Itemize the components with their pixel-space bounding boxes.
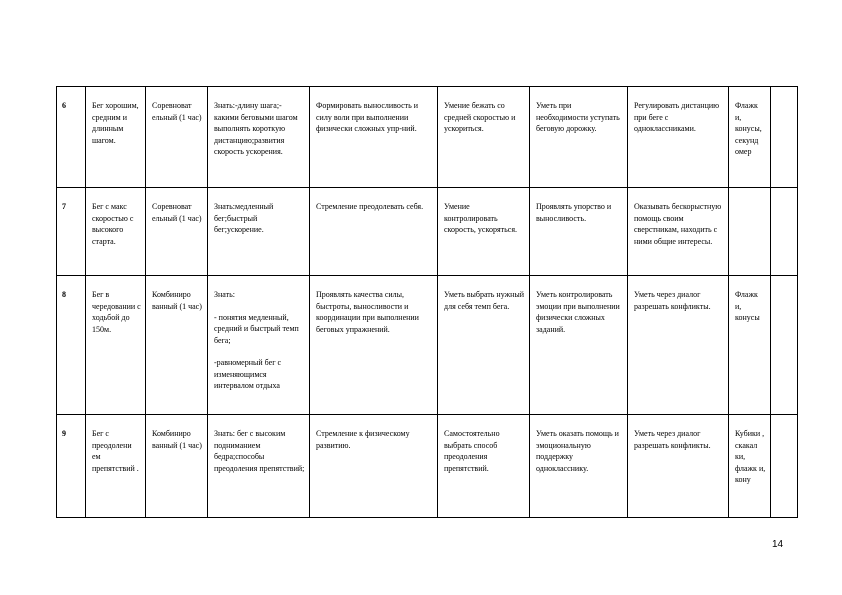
knowledge-heading: Знать: bbox=[214, 290, 235, 299]
lesson-topic-cell: Бег хорошим, средним и длинным шагом. bbox=[86, 87, 146, 188]
equipment-cell bbox=[729, 188, 771, 276]
knowledge-item: -равномерный бег с изменяющимся интервалом отдыха bbox=[214, 358, 282, 390]
lesson-type-cell: Комбиниро ванный (1 час) bbox=[146, 415, 208, 518]
lesson-type-cell: Соревноват ельный (1 час) bbox=[146, 87, 208, 188]
table-row bbox=[57, 188, 798, 276]
table-row bbox=[57, 276, 798, 415]
communicative-results-cell: Уметь через диалог разрешать конфликты. bbox=[628, 415, 729, 518]
table-row bbox=[57, 87, 798, 188]
regulatory-results-cell: Уметь выбрать нужный для себя темп бега. bbox=[438, 276, 530, 415]
extra-cell bbox=[771, 188, 798, 276]
regulatory-results-cell: Умение бежать со средней скоростью и ускориться. bbox=[438, 87, 530, 188]
personal-results-cell: Проявлять качества силы, быстроты, выносливости и координации при выполнении беговых упражнений. bbox=[310, 276, 438, 415]
lesson-type-cell: Соревноват ельный (1 час) bbox=[146, 188, 208, 276]
extra-cell bbox=[771, 415, 798, 518]
lesson-topic-cell: Бег в чередовании с ходьбой до 150м. bbox=[86, 276, 146, 415]
extra-cell bbox=[771, 87, 798, 188]
cognitive-results-cell: Уметь контролировать эмоции при выполнении физически сложных заданий. bbox=[530, 276, 628, 415]
personal-results-cell: Стремление к физическому развитию. bbox=[310, 415, 438, 518]
extra-cell bbox=[771, 276, 798, 415]
regulatory-results-cell: Самостоятельно выбрать способ преодоления препятствий. bbox=[438, 415, 530, 518]
lesson-topic-cell: Бег с преодолени ем препятствий . bbox=[86, 415, 146, 518]
communicative-results-cell: Уметь через диалог разрешать конфликты. bbox=[628, 276, 729, 415]
personal-results-cell: Стремление преодолевать себя. bbox=[310, 188, 438, 276]
equipment-cell: Флажк и, конусы bbox=[729, 276, 771, 415]
lesson-number-cell: 6 bbox=[57, 87, 86, 188]
knowledge-cell: Знать:медленный бег;быстрый бег;ускорение. bbox=[208, 188, 310, 276]
lesson-number-cell: 7 bbox=[57, 188, 86, 276]
knowledge-cell: Знать: бег с высоким подниманием бедра;способы преодоления препятствий; bbox=[208, 415, 310, 518]
page-number: 14 bbox=[772, 539, 784, 550]
regulatory-results-cell: Умение контролировать скорость, ускоряться. bbox=[438, 188, 530, 276]
table-row bbox=[57, 415, 798, 518]
lesson-type-cell: Комбиниро ванный (1 час) bbox=[146, 276, 208, 415]
lesson-plan-table bbox=[56, 86, 798, 518]
equipment-cell: Флажк и, конусы, секунд омер bbox=[729, 87, 771, 188]
cognitive-results-cell: Уметь оказать помощь и эмоциональную поддержку однокласснику. bbox=[530, 415, 628, 518]
lesson-number-cell: 8 bbox=[57, 276, 86, 415]
equipment-cell: Кубики , скакал ки, флажк и, кону bbox=[729, 415, 771, 518]
personal-results-cell: Формировать выносливость и силу воли при выполнении физически сложных упр-ний. bbox=[310, 87, 438, 188]
knowledge-item: - понятия медленный, средний и быстрый темп бега; bbox=[214, 312, 299, 345]
cognitive-results-cell: Проявлять упорство и выносливость. bbox=[530, 188, 628, 276]
knowledge-cell bbox=[208, 276, 310, 415]
cognitive-results-cell: Уметь при необходимости уступать беговую дорожку. bbox=[530, 87, 628, 188]
communicative-results-cell: Регулировать дистанцию при беге с одноклассниками. bbox=[628, 87, 729, 188]
communicative-results-cell: Оказывать бескорыстную помощь своим сверстникам, находить с ними общие интересы. bbox=[628, 188, 729, 276]
lesson-number-cell: 9 bbox=[57, 415, 86, 518]
lesson-topic-cell: Бег с макс скоростью с высокого старта. bbox=[86, 188, 146, 276]
knowledge-cell: Знать:-длину шага;-какими беговыми шагом выполнять короткую дистанцию;развития скорость ускорения. bbox=[208, 87, 310, 188]
